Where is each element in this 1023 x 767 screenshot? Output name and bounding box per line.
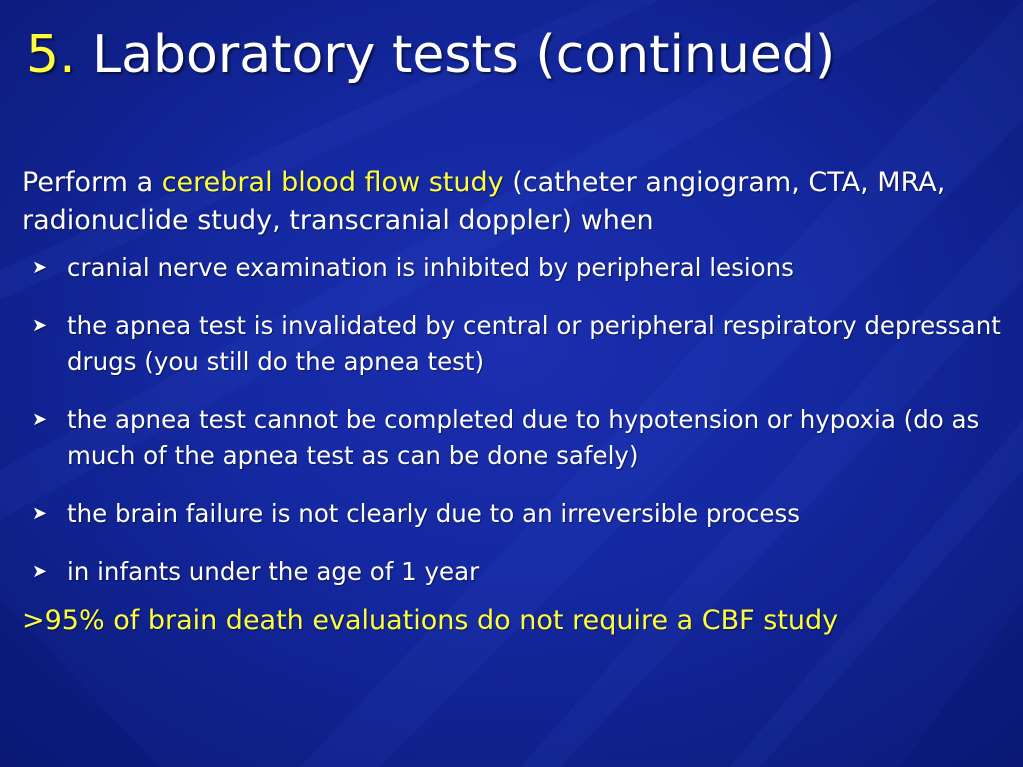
list-item [22, 250, 1007, 286]
list-item [22, 554, 1007, 590]
conclusion-text: >95% of brain death evaluations do not require a CBF study [22, 605, 839, 636]
arrowhead-bullet-icon: ➤ [32, 561, 48, 582]
title-number: 5. [26, 25, 76, 85]
page-title [26, 26, 835, 86]
list-item [22, 402, 1007, 474]
arrowhead-bullet-icon: ➤ [32, 257, 48, 278]
list-item [22, 308, 1007, 380]
list-item-text: the brain failure is not clearly due to an irreversible process [67, 499, 801, 528]
intro-paragraph [22, 164, 1007, 240]
intro-suffix: (catheter angiogram, CTA, MRA, radionuclide study, transcranial doppler) when [22, 167, 946, 236]
arrowhead-bullet-icon: ➤ [32, 409, 48, 430]
list-item-text: in infants under the age of 1 year [67, 557, 480, 586]
list-item-text: the apnea test cannot be completed due to hypotension or hypoxia (do as much of the apnea test as can be done safely) [67, 405, 980, 470]
list-item-text: cranial nerve examination is inhibited by peripheral lesions [67, 253, 794, 282]
arrowhead-bullet-icon: ➤ [32, 503, 48, 524]
intro-prefix: Perform a [22, 167, 162, 198]
slide-content [22, 164, 1007, 640]
title-text: Laboratory tests (continued) [92, 25, 836, 85]
arrowhead-bullet-icon: ➤ [32, 315, 48, 336]
list-item [22, 496, 1007, 532]
bullet-list [22, 250, 1007, 590]
intro-highlight: cerebral blood flow study [161, 167, 504, 198]
list-item-text: the apnea test is invalidated by central or peripheral respiratory depressant drugs (you still do the apnea test) [67, 311, 1001, 376]
